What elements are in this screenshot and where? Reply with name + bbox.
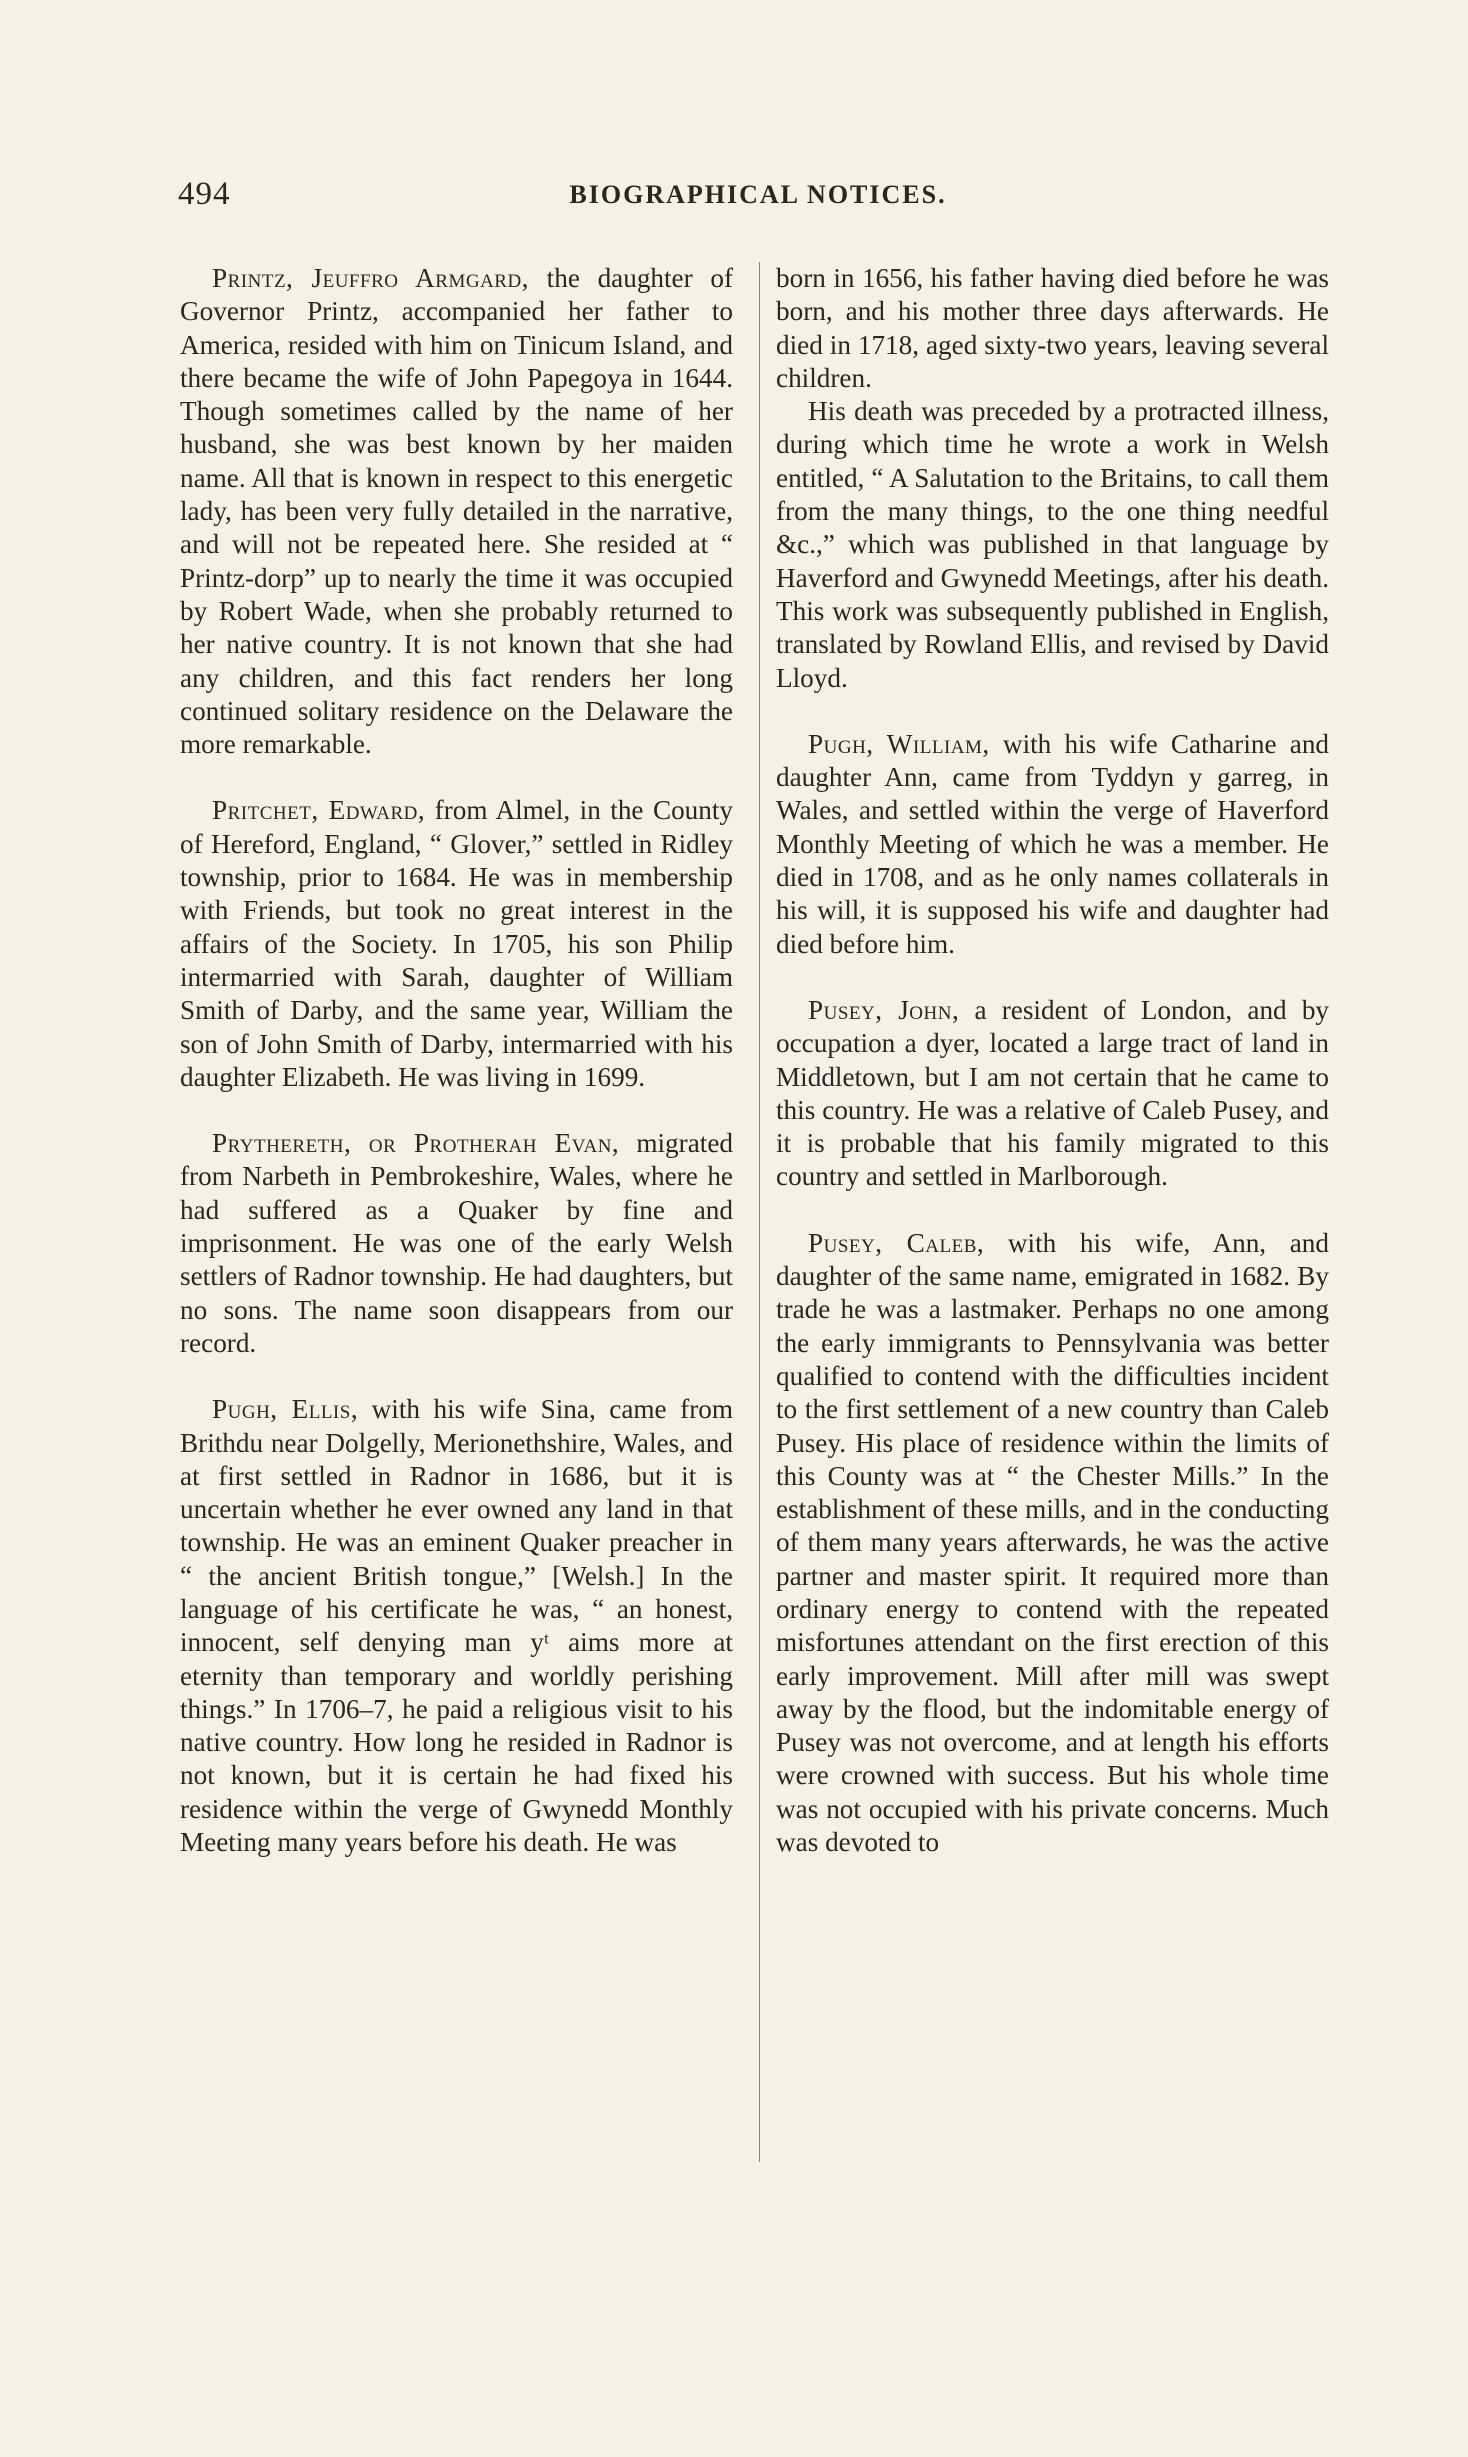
entry-text: with his wife Sina, came from Brithdu near Dolgelly, Merionethshire, Wales, and at first settled in Radnor in 1686, but it is uncertain whether he ever owned any land in that township. He was an eminent Quaker preacher in “ the ancient British tongue,” [Welsh.] In the language of his certificate he was, “ an honest, innocent, self denying man yᵗ aims more at eternity than temporary and worldly perishing things.” In 1706–7, he paid a religious visit to his native country. How long he resided in Radnor is not known, but it is certain he had fixed his residence within the verge of Gwynedd Monthly Meeting many years before his death. He was: [180, 1394, 734, 1858]
entry-name: Pusey, John,: [808, 994, 960, 1025]
entry-prythereth: [180, 1127, 733, 1360]
entry-pugh-ellis: [180, 1393, 733, 1859]
entry-paragraph: [180, 1127, 733, 1360]
entry-name: Pugh, Ellis,: [212, 1394, 359, 1425]
column-divider: [759, 262, 760, 2162]
entry-paragraph: [180, 262, 733, 761]
left-column: [180, 262, 733, 1892]
entry-paragraph: [180, 794, 733, 1094]
entry-name: Pritchet, Edward,: [212, 795, 426, 826]
entry-text: with his wife, Ann, and daughter of the same name, emigrated in 1682. By trade he was a lastmaker. Perhaps no one among the early immigrants to Pennsylvania was better qualified to contend with the difficulties incident to the first settlement of a new country than Caleb Pusey. His place of residence within the limits of this County was at “ the Chester Mills.” In the establishment of these mills, and in the conducting of them many years afterwards, he was the active partner and master spirit. It required more than ordinary energy to contend with the repeated misfortunes attendant on the first erection of this early improvement. Mill after mill was swept away by the flood, but the indomitable energy of Pusey was not overcome, and at length his efforts were crowned with success. But his whole time was not occupied with his private concerns. Much was devoted to: [776, 1227, 1329, 1858]
entry-name: Prythereth, or Protherah Evan,: [212, 1128, 620, 1159]
entry-text: from Almel, in the County of Hereford, England, “ Glover,” settled in Ridley township, prior to 1684. He was in membership with Friends, but took no great interest in the affairs of the Society. In 1705, his son Philip intermarried with Sarah, daughter of William Smith of Darby, and the same year, William the son of John Smith of Darby, intermarried with his daughter Elizabeth. He was living in 1699.: [180, 795, 734, 1092]
right-column: [776, 262, 1329, 1892]
entry-name: Pugh, William,: [808, 728, 990, 759]
entry-pugh-william: [776, 728, 1329, 961]
entry-name: Printz, Jeuffro Armgard,: [212, 263, 529, 293]
entry-name: Pusey, Caleb,: [808, 1227, 985, 1258]
entry-pritchet: [180, 794, 733, 1094]
entry-paragraph: His death was preceded by a protracted illness, during which time he wrote a work in Welsh entitled, “ A Salutation to the Britains, to call them from the many things, to the one thing needful &c.,” which was published in that language by Haverford and Gwynedd Meetings, after his death. This work was subsequently published in English, translated by Rowland Ellis, and revised by David Lloyd.: [776, 396, 1329, 693]
entry-pusey-caleb: [776, 1227, 1329, 1860]
page-number: 494: [178, 176, 231, 212]
entry-pugh-ellis-continued: [776, 262, 1329, 695]
entry-text: the daughter of Governor Printz, accompanied her father to America, resided with him on Tinicum Island, and there became the wife of John Papegoya in 1644. Though sometimes called by the name of her husband, she was best known by her maiden name. All that is known in respect to this energetic lady, has been very fully detailed in the narrative, and will not be repeated here. She resided at “ Printz-dorp” up to nearly the time it was occupied by Robert Wade, when she probably returned to her native country. It is not known that she had any children, and this fact renders her long continued solitary residence on the Delaware the more remarkable.: [180, 263, 734, 760]
entry-text: with his wife Catharine and daughter Ann, came from Tyddyn y garreg, in Wales, and settled within the verge of Haverford Monthly Meeting of which he was a member. He died in 1708, and as he only names collaterals in his will, it is supposed his wife and daughter had died before him.: [776, 728, 1330, 959]
entry-paragraph: born in 1656, his father having died before he was born, and his mother three days afterwards. He died in 1718, aged sixty-two years, leaving several children.: [776, 263, 1329, 393]
entry-paragraph: [776, 994, 1329, 1194]
entry-text: migrated from Narbeth in Pembrokeshire, Wales, where he had suffered as a Quaker by fine and imprisonment. He was one of the early Welsh settlers of Radnor township. He had daughters, but no sons. The name soon disappears from our record.: [180, 1128, 733, 1358]
running-title: BIOGRAPHICAL NOTICES.: [569, 180, 947, 209]
entry-pusey-john: [776, 994, 1329, 1194]
entry-text: a resident of London, and by occupation a dyer, located a large tract of land in Middletown, but I am not certain that he came to this country. He was a relative of Caleb Pusey, and it is probable that his family migrated to this country and settled in Marlborough.: [776, 994, 1330, 1192]
page-header: [178, 176, 1338, 226]
entry-paragraph: [776, 728, 1329, 961]
entry-paragraph: [776, 1227, 1329, 1860]
entry-printz: [180, 262, 733, 761]
entry-paragraph: [180, 1393, 733, 1859]
